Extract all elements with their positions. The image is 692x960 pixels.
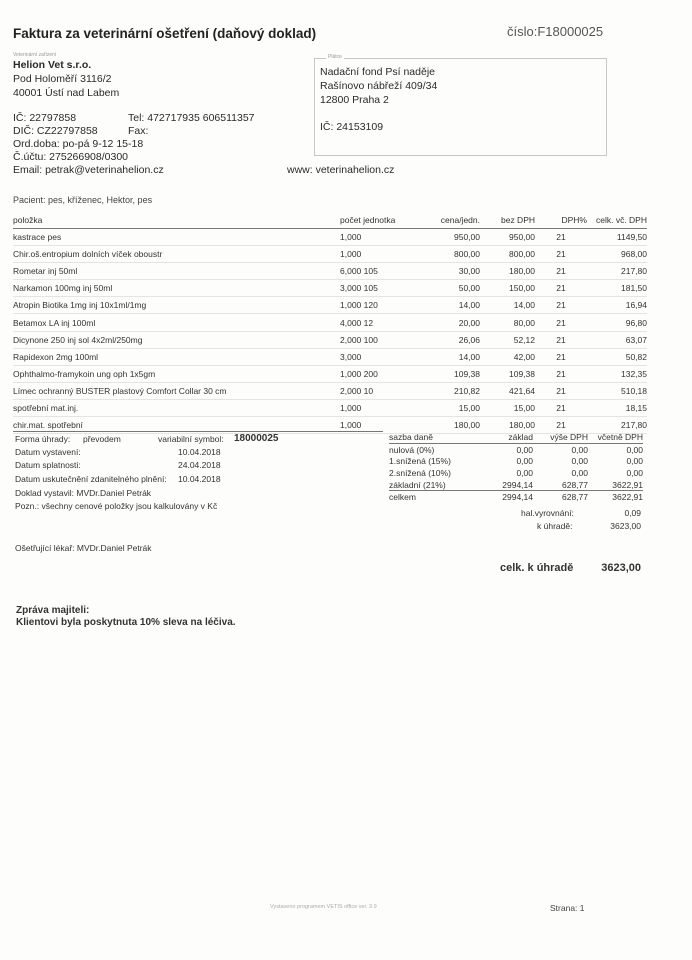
tax-rate: základní (21%) — [389, 479, 479, 491]
table-row — [13, 382, 647, 399]
supplier-email: Email: petrak@veterinahelion.cz — [13, 164, 164, 176]
tax-row — [389, 467, 643, 479]
tax-vat: 0,00 — [571, 444, 588, 455]
table-row — [13, 365, 647, 382]
item-vat-pct: 21 — [535, 280, 587, 297]
tax-total: 0,00 — [626, 444, 643, 455]
item-name: Ophthalmo-framykoin ung oph 1x5gm — [13, 365, 340, 382]
tax-base: 0,00 — [516, 467, 533, 478]
invoice-title: Faktura za veterinární ošetření (daňový doklad) — [13, 26, 317, 41]
item-vat-pct: 21 — [535, 399, 587, 416]
recipient-section-label: Plátce — [328, 54, 342, 60]
items-table — [13, 212, 647, 434]
item-name: Betamox LA inj 100ml — [13, 314, 340, 331]
item-qty: 6,000 105 — [340, 263, 425, 280]
item-name: Rapidexon 2mg 100ml — [13, 348, 340, 365]
rounding-label: hal.vyrovnání: — [521, 508, 574, 518]
item-unit-price: 15,00 — [425, 399, 480, 416]
item-without-vat: 109,38 — [480, 365, 535, 382]
item-name: Rometar inj 50ml — [13, 263, 340, 280]
tax-total: 0,00 — [626, 456, 643, 467]
item-without-vat: 800,00 — [480, 246, 535, 263]
table-row — [13, 246, 647, 263]
item-without-vat: 150,00 — [480, 280, 535, 297]
due-date-label: Datum splatnosti: — [15, 460, 81, 470]
item-total: 63,07 — [587, 331, 647, 348]
to-pay-label: k úhradě: — [537, 521, 573, 531]
item-without-vat: 52,12 — [480, 331, 535, 348]
tax-rate: 2.snížená (10%) — [389, 467, 451, 478]
issued-date-value: 10.04.2018 — [178, 447, 221, 457]
item-qty: 1,000 — [340, 229, 425, 246]
item-without-vat: 14,00 — [480, 297, 535, 314]
issued-date-label: Datum vystavení: — [15, 447, 81, 457]
item-vat-pct: 21 — [535, 246, 587, 263]
supplier-www: www: veterinahelion.cz — [287, 164, 395, 176]
tax-sum-base: 2994,14 — [479, 491, 533, 503]
payment-form-value: převodem — [83, 434, 121, 444]
tax-vat: 0,00 — [571, 467, 588, 478]
tax-base: 0,00 — [516, 444, 533, 455]
item-without-vat: 180,00 — [480, 263, 535, 280]
item-qty: 1,000 — [340, 417, 425, 434]
recipient-ic: IČ: 24153109 — [320, 121, 384, 133]
supplier-account: Č.účtu: 275266908/0300 — [13, 151, 129, 163]
tax-sum-row — [389, 491, 643, 503]
col-header-total: celk. vč. DPH — [587, 212, 647, 229]
item-unit-price: 950,00 — [425, 229, 480, 246]
tax-row — [389, 479, 643, 491]
item-without-vat: 421,64 — [480, 382, 535, 399]
item-name: Atropin Biotika 1mg inj 10x1ml/1mg — [13, 297, 340, 314]
tax-total: 3622,91 — [588, 479, 643, 491]
item-total: 217,80 — [587, 263, 647, 280]
tax-header-total: včetně DPH — [588, 431, 643, 444]
page-number: Strana: 1 — [550, 903, 585, 913]
item-without-vat: 15,00 — [480, 399, 535, 416]
invoice-number: číslo:F18000025 — [507, 24, 604, 39]
supplier-hours: Ord.doba: po-pá 9-12 15-18 — [13, 138, 144, 150]
item-name: kastrace pes — [13, 229, 340, 246]
item-qty: 1,000 200 — [340, 365, 425, 382]
payment-divider — [13, 431, 383, 432]
tax-row — [389, 456, 643, 468]
item-vat-pct: 21 — [535, 365, 587, 382]
tax-rate: nulová (0%) — [389, 444, 435, 455]
recipient-city: 12800 Praha 2 — [320, 94, 389, 106]
owner-message-title: Zpráva majiteli: — [16, 605, 90, 616]
item-unit-price: 20,00 — [425, 314, 480, 331]
item-name: Narkamon 100mg inj 50ml — [13, 280, 340, 297]
item-name: Chir.oš.entropium dolních víček oboustr — [13, 246, 340, 263]
item-vat-pct: 21 — [535, 297, 587, 314]
variable-symbol-label: variabilní symbol: — [158, 434, 224, 444]
tax-vat: 628,77 — [533, 479, 588, 491]
item-unit-price: 50,00 — [425, 280, 480, 297]
supplier-fax: Fax: — [128, 125, 149, 137]
table-row — [13, 280, 647, 297]
col-header-vat-pct: DPH% — [535, 212, 587, 229]
to-pay-value: 3623,00 — [610, 521, 641, 531]
tax-header-row — [389, 431, 643, 444]
item-name: spotřební mat.inj. — [13, 399, 340, 416]
price-note: Pozn.: všechny cenové položky jsou kalkulovány v Kč — [15, 501, 218, 511]
item-unit-price: 30,00 — [425, 263, 480, 280]
item-qty: 4,000 12 — [340, 314, 425, 331]
item-unit-price: 109,38 — [425, 365, 480, 382]
item-unit-price: 210,82 — [425, 382, 480, 399]
item-without-vat: 80,00 — [480, 314, 535, 331]
supplier-section-label: Veterinární zařízení — [13, 52, 57, 58]
item-total: 96,80 — [587, 314, 647, 331]
item-unit-price: 800,00 — [425, 246, 480, 263]
item-vat-pct: 21 — [535, 314, 587, 331]
payment-form-label: Forma úhrady: — [15, 434, 71, 444]
recipient-street: Rašínovo nábřeží 409/34 — [320, 80, 438, 92]
item-name: chir.mat. spotřební — [13, 417, 340, 434]
items-header-row — [13, 212, 647, 229]
taxable-date-label: Datum uskutečnění zdanitelného plnění: — [15, 474, 167, 484]
item-total: 510,18 — [587, 382, 647, 399]
due-date-value: 24.04.2018 — [178, 460, 221, 470]
supplier-street: Pod Holoměří 3116/2 — [13, 73, 112, 85]
col-header-unit-price: cena/jedn. — [425, 212, 480, 229]
grand-total-value: 3623,00 — [601, 562, 641, 574]
supplier-dic: DIČ: CZ22797858 — [13, 125, 98, 137]
item-total: 16,94 — [587, 297, 647, 314]
item-qty: 1,000 — [340, 246, 425, 263]
table-row — [13, 297, 647, 314]
item-total: 217,80 — [587, 417, 647, 434]
item-unit-price: 14,00 — [425, 348, 480, 365]
table-row — [13, 399, 647, 416]
issued-by: Doklad vystavil: MVDr.Daniel Petrák — [15, 488, 152, 498]
item-unit-price: 14,00 — [425, 297, 480, 314]
recipient-name: Nadační fond Psí naděje — [320, 66, 435, 78]
item-without-vat: 180,00 — [480, 417, 535, 434]
tax-sum-label: celkem — [389, 491, 479, 503]
item-name: Dicynone 250 inj sol 4x2ml/250mg — [13, 331, 340, 348]
item-total: 968,00 — [587, 246, 647, 263]
table-row — [13, 229, 647, 246]
supplier-city: 40001 Ústí nad Labem — [13, 87, 120, 99]
item-qty: 2,000 10 — [340, 382, 425, 399]
taxable-date-value: 10.04.2018 — [178, 474, 221, 484]
treating-doctor: Ošetřující lékař: MVDr.Daniel Petrák — [15, 543, 152, 553]
col-header-without-vat: bez DPH — [480, 212, 535, 229]
item-total: 50,82 — [587, 348, 647, 365]
item-total: 18,15 — [587, 399, 647, 416]
item-qty: 2,000 100 — [340, 331, 425, 348]
item-unit-price: 26,06 — [425, 331, 480, 348]
supplier-name: Helion Vet s.r.o. — [13, 59, 92, 71]
item-name: Límec ochranný BUSTER plastový Comfort Collar 30 cm — [13, 382, 340, 399]
variable-symbol-value: 18000025 — [234, 433, 279, 444]
supplier-ic: IČ: 22797858 — [13, 112, 77, 124]
tax-header-vat: výše DPH — [533, 431, 588, 444]
tax-header-base: základ — [479, 431, 533, 444]
tax-total: 0,00 — [626, 467, 643, 478]
table-row — [13, 348, 647, 365]
item-total: 181,50 — [587, 280, 647, 297]
item-unit-price: 180,00 — [425, 417, 480, 434]
item-without-vat: 950,00 — [480, 229, 535, 246]
tax-base: 0,00 — [516, 456, 533, 467]
supplier-phone: Tel: 472717935 606511357 — [128, 112, 255, 124]
col-header-item: položka — [13, 212, 340, 229]
tax-rate: 1.snížená (15%) — [389, 456, 451, 467]
item-vat-pct: 21 — [535, 331, 587, 348]
patient-info: Pacient: pes, kříženec, Hektor, pes — [13, 195, 153, 205]
tax-base: 2994,14 — [479, 479, 533, 491]
table-row — [13, 263, 647, 280]
item-vat-pct: 21 — [535, 382, 587, 399]
item-vat-pct: 21 — [535, 229, 587, 246]
tax-vat: 0,00 — [571, 456, 588, 467]
item-qty: 3,000 — [340, 348, 425, 365]
item-vat-pct: 21 — [535, 417, 587, 434]
item-total: 132,35 — [587, 365, 647, 382]
table-row — [13, 331, 647, 348]
tax-summary-table — [389, 431, 643, 503]
grand-total-label: celk. k úhradě — [500, 562, 574, 574]
tax-sum-vat: 628,77 — [533, 491, 588, 503]
owner-message-text: Klientovi byla poskytnuta 10% sleva na léčiva. — [16, 617, 236, 628]
col-header-qty: počet jednotka — [340, 212, 425, 229]
rounding-value: 0,09 — [624, 508, 641, 518]
software-note: Vystaveno programem VETIS office ver. 3.9 — [270, 904, 377, 910]
table-row — [13, 314, 647, 331]
item-qty: 3,000 105 — [340, 280, 425, 297]
item-vat-pct: 21 — [535, 263, 587, 280]
item-without-vat: 42,00 — [480, 348, 535, 365]
item-vat-pct: 21 — [535, 348, 587, 365]
tax-sum-total: 3622,91 — [588, 491, 643, 503]
item-qty: 1,000 — [340, 399, 425, 416]
tax-row — [389, 444, 643, 456]
tax-header-rate: sazba daně — [389, 431, 479, 444]
item-qty: 1,000 120 — [340, 297, 425, 314]
item-total: 1149,50 — [587, 229, 647, 246]
